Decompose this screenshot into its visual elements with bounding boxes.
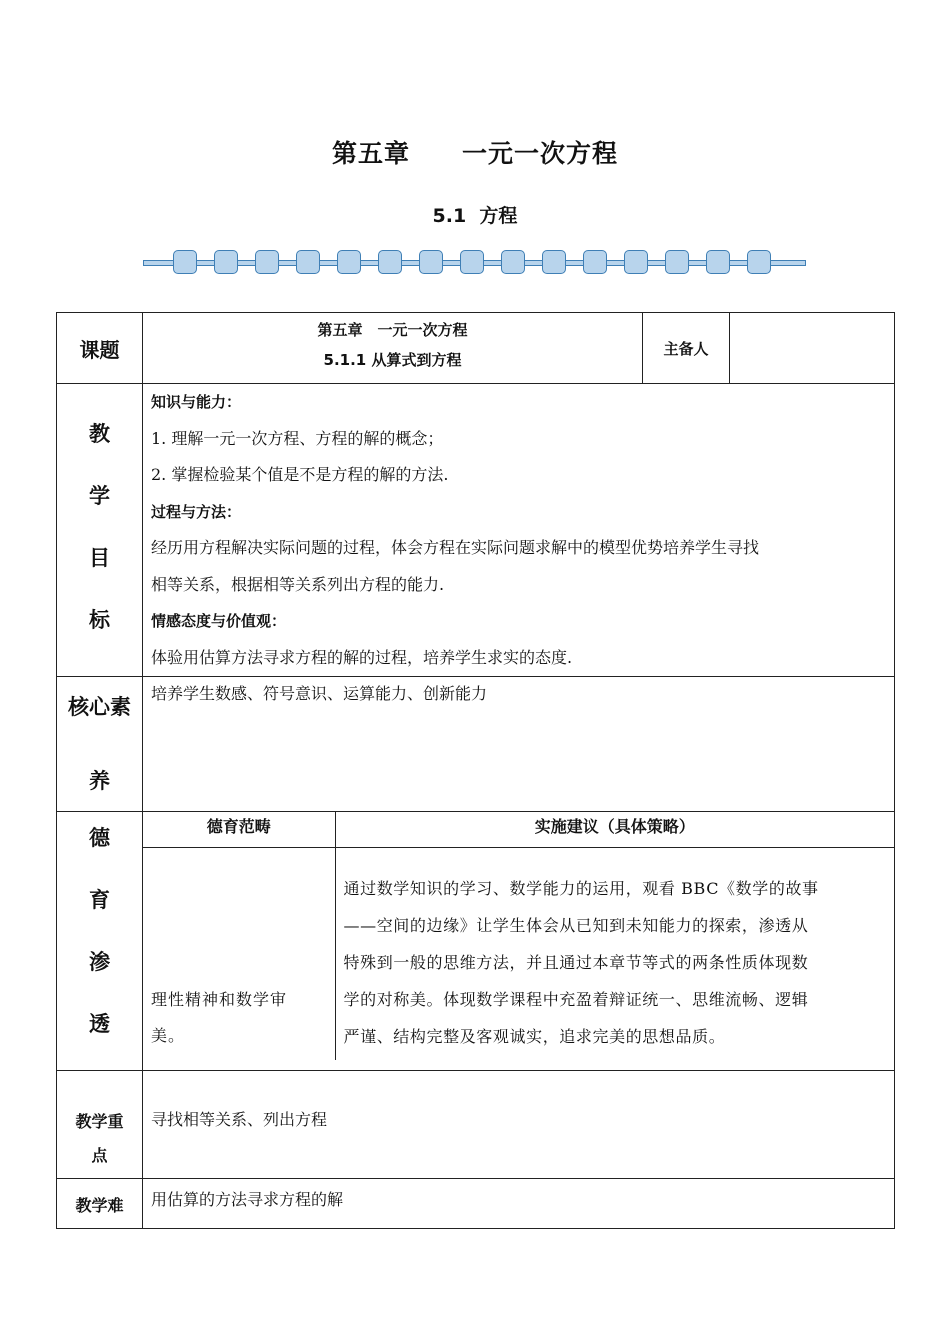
moral-label [57,812,143,1071]
moral-strategy-line: ——空间的边缘》让学生体会从已知到未知能力的探索，渗透从 [343,915,809,935]
divider-bead [542,250,566,274]
goals-heading-process: 过程与方法： [151,502,242,521]
divider-bead [173,250,197,274]
divider-bead [624,250,648,274]
moral-strategy-header: 实施建议（具体策略） [335,812,894,847]
goals-content [143,384,895,677]
divider-bead [419,250,443,274]
goals-heading-attitude: 情感态度与价值观： [151,612,287,630]
preparer-label: 主备人 [643,313,730,384]
topic-label: 课题 [57,313,143,384]
divider-bead [583,250,607,274]
divider-bead [501,250,525,274]
divider-bead [378,250,402,274]
moral-category-header: 德育范畴 [143,812,335,847]
moral-subtable-cell [143,812,895,1071]
section-title: 5.1 方程 [432,205,518,227]
goals-heading-knowledge: 知识与能力： [151,393,242,411]
lesson-plan-table [56,312,895,1229]
moral-label-char: 德 [89,826,110,850]
moral-category-line: 理性精神和数学审 [151,990,288,1009]
divider-bead [665,250,689,274]
goals-label-char: 标 [89,608,110,632]
key-label-line-2: 点 [91,1146,108,1165]
chapter-title: 第五章 一元一次方程 [331,139,618,168]
divider-bead [214,250,238,274]
core-literacy-label [57,677,143,812]
topic-line-2: 5.1.1 从算式到方程 [323,351,462,369]
goals-line: 相等关系，根据相等关系列出方程的能力. [151,574,445,594]
preparer-value[interactable] [730,313,895,384]
moral-strategy-line: 严谨、结构完整及客观诚实，追求完美的思想品质。 [343,1026,726,1046]
goals-line: 1. 理解一元一次方程、方程的解的概念； [151,428,444,448]
goals-label-char: 学 [89,484,110,508]
moral-label-char: 育 [89,888,110,912]
moral-label-char: 透 [89,1012,110,1036]
moral-label-char: 渗 [89,950,110,974]
goals-line: 经历用方程解决实际问题的过程，体会方程在实际问题求解中的模型优势培养学生寻找 [151,538,760,557]
moral-category [143,847,335,1060]
topic-line-1: 第五章 一元一次方程 [317,321,468,339]
core-literacy-text: 培养学生数感、符号意识、运算能力、创新能力 [143,677,895,812]
divider-bead [296,250,320,274]
difficulty-label: 教学难 [57,1179,143,1229]
topic-cell [143,313,643,384]
key-label-line-1: 教学重 [75,1112,124,1131]
moral-strategy-line: 通过数学知识的学习、数学能力的运用，观看 BBC《数学的故事 [343,878,819,898]
moral-strategy-line: 特殊到一般的思维方法，并且通过本章节等式的两条性质体现数 [343,952,809,972]
divider-bead [255,250,279,274]
moral-strategy [335,847,894,1060]
moral-category-line: 美。 [151,1026,186,1045]
core-label-line-2: 养 [89,769,110,793]
divider-bead [337,250,361,274]
key-points-label [57,1071,143,1179]
goals-label-char: 目 [89,546,110,570]
divider-bead [747,250,771,274]
moral-subtable [143,812,894,1060]
divider-bead [706,250,730,274]
goals-label [57,384,143,677]
key-points-text: 寻找相等关系、列出方程 [143,1071,895,1179]
difficulty-text: 用估算的方法寻求方程的解 [143,1179,895,1229]
goals-line: 2. 掌握检验某个值是不是方程的解的方法. [151,465,449,484]
goals-line: 体验用估算方法寻求方程的解的过程，培养学生求实的态度. [151,647,573,667]
goals-label-char: 教 [89,422,110,446]
core-label-line-1: 核心素 [68,695,131,719]
moral-strategy-line: 学的对称美。体现数学课程中充盈着辩证统一、思维流畅、逻辑 [343,989,809,1009]
divider-bead [460,250,484,274]
